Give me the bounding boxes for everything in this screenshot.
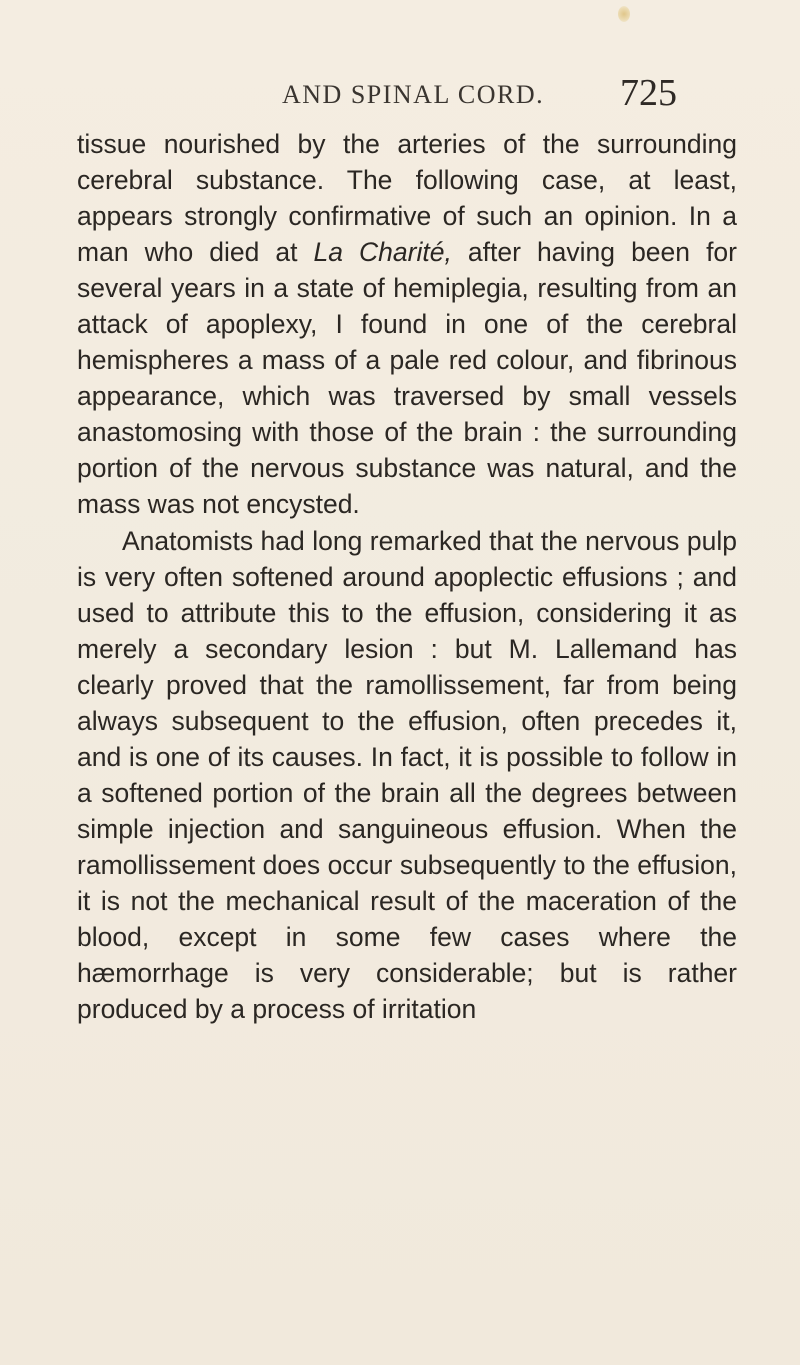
running-head: AND SPINAL CORD.	[282, 80, 545, 109]
paragraph-1-text-end: after having been for several years in a state of hemiplegia, resulting from an attack of apoplexy, I found in one of the cerebral hemispheres a mass of a pale red colour, and fibrinous appearance, which was traversed by small vessels anastomosing with those of the brain : the surrounding portion of the nervous substance was natural, and the mass was not encysted.	[77, 237, 737, 520]
paragraph-2: Anatomists had long remarked that the nervous pulp is very often softened around apoplectic effusions ; and used to attribute this to the effusion, considering it as merely a secondary lesion : but M. Lallemand has clearly proved that the ramollissement, far from being always subsequent to the effusion, often precedes it, and is one of its causes. In fact, it is possible to follow in a softened portion of the brain all the degrees between simple injection and sanguineous effusion. When the ramollissement does occur subsequently to the effusion, it is not the mechanical result of the maceration of the blood, except in some few cases where the hæmorrhage is very considerable; but is rather produced by a process of irritation	[77, 525, 737, 1025]
paragraph-1-text-start: tissue nourished by the arteries of the surrounding cerebral substance. The following case, at least, appears strongly confirmative of such an opinion. In a man who died at	[77, 129, 737, 268]
page-number: 725	[620, 72, 677, 114]
body-text	[77, 126, 737, 1027]
ink-blot	[618, 6, 630, 22]
paragraph-1	[77, 126, 737, 523]
hospital-name: La Charité,	[313, 237, 452, 268]
